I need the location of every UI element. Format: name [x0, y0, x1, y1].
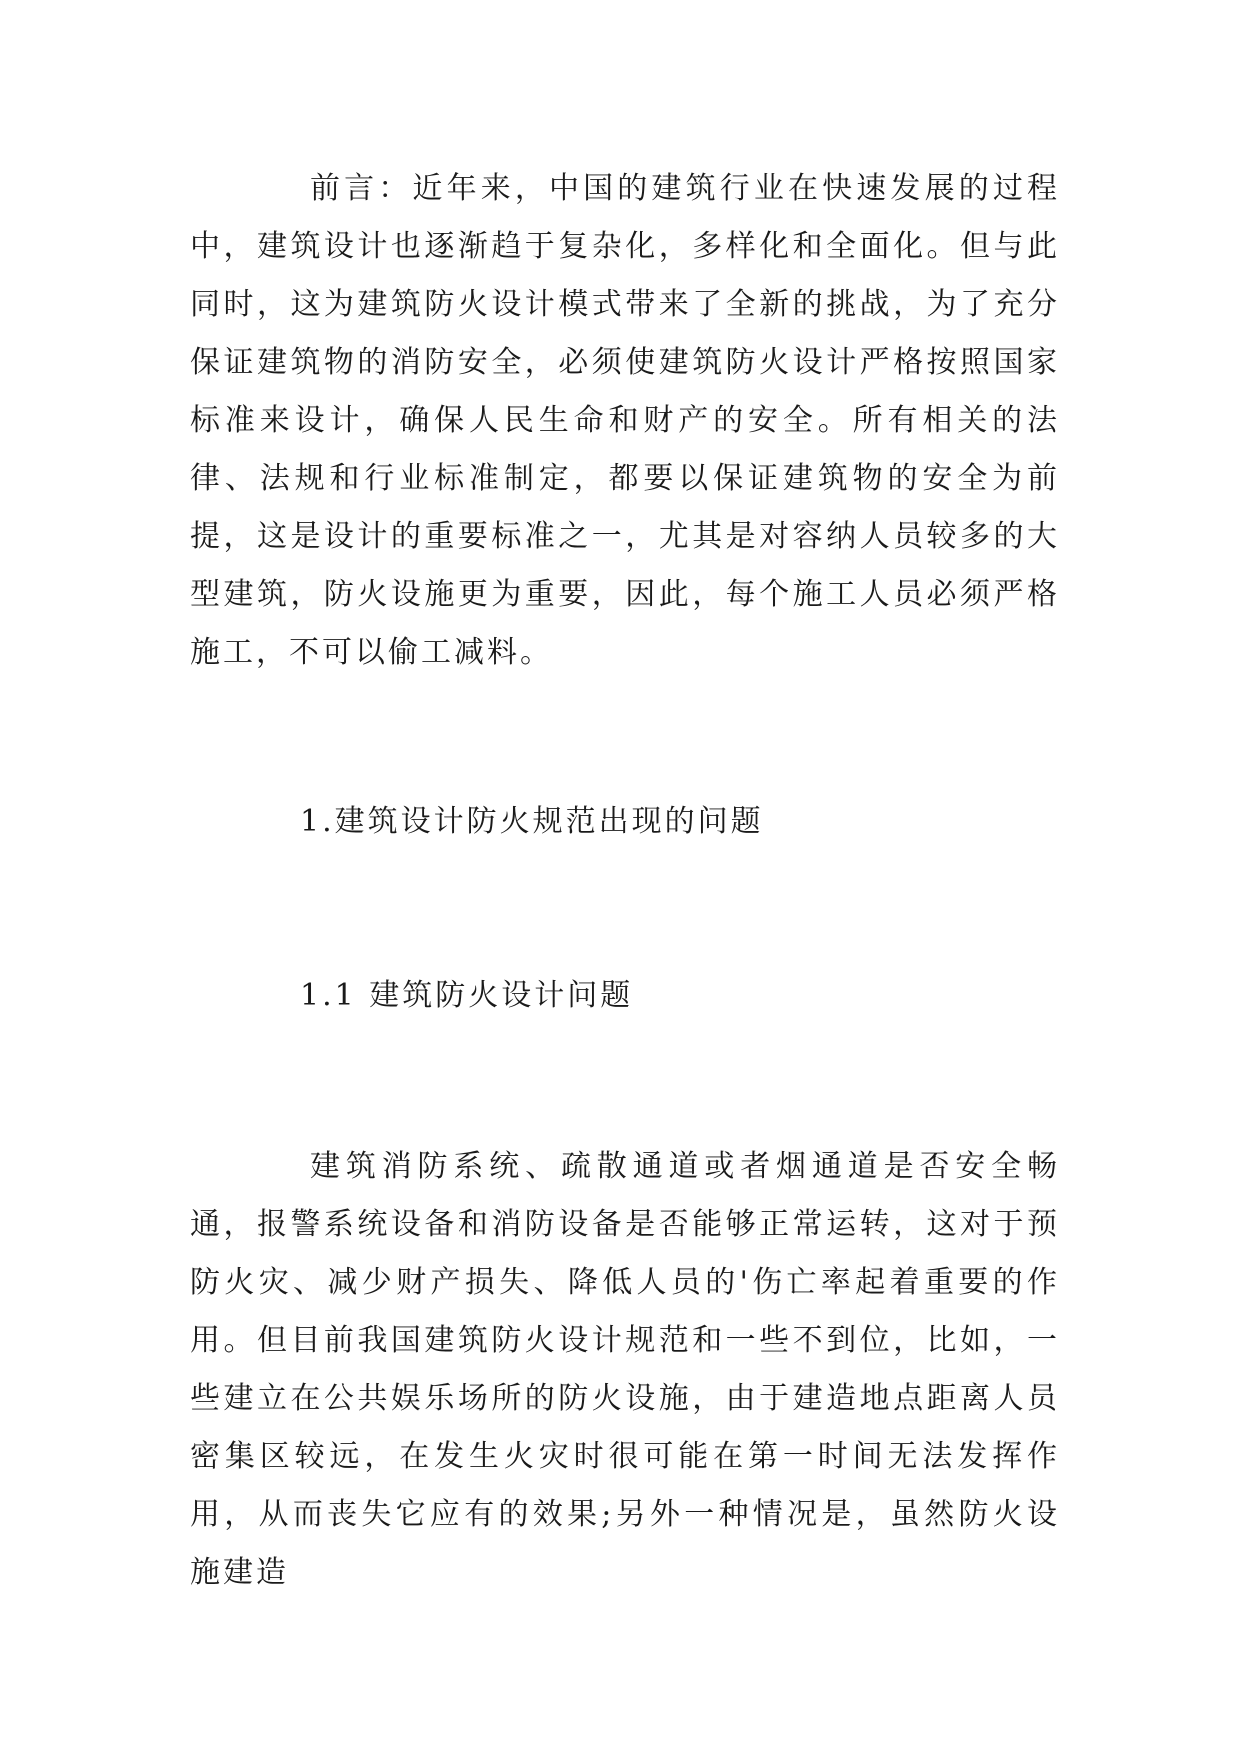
section-heading: 1.建筑设计防火规范出现的问题 [300, 804, 764, 839]
subsection-heading: 1.1 建筑防火设计问题 [300, 978, 634, 1013]
intro-paragraph: 前言：近年来，中国的建筑行业在快速发展的过程中，建筑设计也逐渐趋于复杂化，多样化和全面化。但与此同时，这为建筑防火设计模式带来了全新的挑战，为了充分保证建筑物的消防安全，必须使建筑防火设计严格按照国家标准来设计，确保人民生命和财产的安全。所有相关的法律、法规和行业标准制定，都要以保证建筑物的安全为前提，这是设计的重要标准之一，尤其是对容纳人员较多的大型建筑，防火设施更为重要，因此，每个施工人员必须严格施工，不可以偷工减料。 [190, 171, 1060, 670]
body-paragraph: 建筑消防系统、疏散通道或者烟通道是否安全畅通，报警系统设备和消防设备是否能够正常运转，这对于预防火灾、减少财产损失、降低人员的'伤亡率起着重要的作用。但目前我国建筑防火设计规范和一些不到位，比如，一些建立在公共娱乐场所的防火设施，由于建造地点距离人员密集区较远，在发生火灾时很可能在第一时间无法发挥作用，从而丧失它应有的效果;另外一种情况是，虽然防火设施建造 [190, 1149, 1060, 1590]
